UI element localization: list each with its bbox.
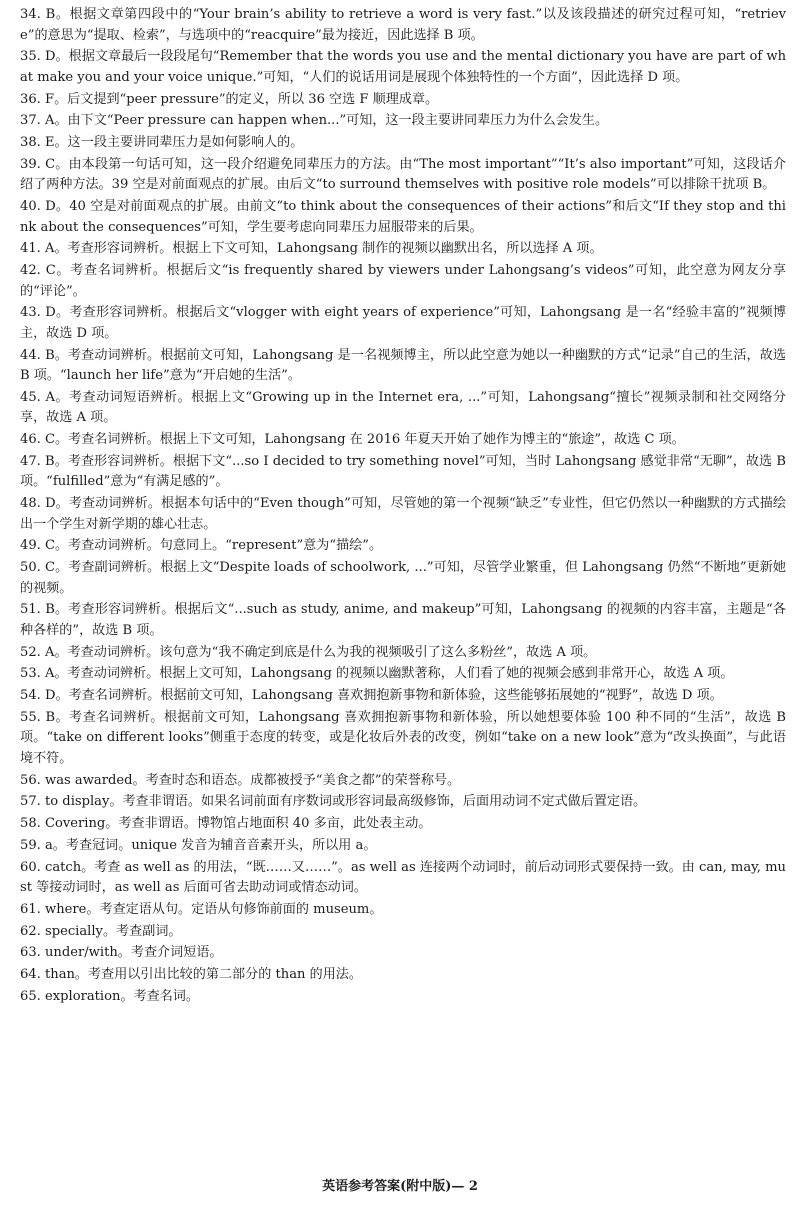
answer-number: 49. (20, 538, 41, 554)
answer-item (20, 965, 786, 986)
answer-item (20, 686, 786, 707)
answer-number: 55. (20, 709, 41, 725)
answer-text: A。考查动词辨析。该句意为“我不确定到底是什么为我的视频吸引了这么多粉丝”，故选 A 项。 (45, 644, 597, 660)
answer-item (20, 771, 786, 792)
answer-item (20, 792, 786, 813)
answer-number: 58. (20, 816, 41, 831)
answer-text: B。考查名词辨析。根据前文可知，Lahongsang 喜欢拥抱新事物和新体验，所以她想要体验 100 种不同的“生活”，故选 B 项。“take on different looks”侧重于态度的转变，或是化妆后外表的改变，例如“take on a new look”意为“改头换面”，与此语境不符。 (20, 709, 786, 766)
answer-text: C。考查副词辨析。根据上文“Despite loads of schoolwork, ...”可知，尽管学业繁重，但 Lahongsang 仍然“不断地”更新她的视频。 (20, 560, 786, 596)
answer-item (20, 47, 786, 88)
answer-item (20, 261, 786, 302)
answer-text: A。由下文“Peer pressure can happen when...”可知，这一段主要讲同辈压力为什么会发生。 (45, 113, 609, 129)
answer-number: 63. (20, 945, 41, 961)
answer-item (20, 643, 786, 664)
answer-text: C。考查名词辨析。根据上下文可知，Lahongsang 在 2016 年夏天开始了她作为博主的“旅途”，故选 C 项。 (45, 432, 685, 447)
answer-number: 62. (20, 923, 41, 939)
answer-number: 59. (20, 837, 41, 853)
answer-item (20, 664, 786, 685)
answer-number: 43. (20, 305, 41, 321)
answer-text: D。考查形容词辨析。根据后文“vlogger with eight years of experience”可知，Lahongsang 是一名“经验丰富的”视频博主，故选 D 项。 (20, 305, 786, 341)
answer-number: 48. (20, 496, 41, 511)
page-footer: 英语参考答案(附中版)— 2 (322, 1179, 478, 1194)
answer-item (20, 197, 786, 238)
answer-item (20, 600, 786, 641)
answer-text: C。考查名词辨析。根据后文“is frequently shared by viewers under Lahongsang’s videos”可知，此空意为网友分享的“评论”。 (20, 263, 786, 299)
answer-number: 53. (20, 666, 41, 682)
answer-text: was awarded。考查时态和语态。成都被授予“美食之都”的荣誉称号。 (45, 772, 461, 788)
answer-item (20, 388, 786, 429)
answer-number: 61. (20, 901, 41, 917)
answer-number: 44. (20, 347, 41, 363)
answer-item (20, 987, 786, 1008)
answer-text: a。考查冠词。unique 发音为辅音音素开头，所以用 a。 (45, 837, 377, 853)
answer-item (20, 90, 786, 111)
answer-item (20, 536, 786, 557)
answer-text: C。考查动词辨析。句意同上。“represent”意为“描绘”。 (45, 538, 383, 554)
answer-text: F。后文提到“peer pressure”的定义，所以 36 空选 F 顺理成章。 (45, 91, 439, 107)
answer-text: under/with。考查介词短语。 (45, 945, 223, 961)
answer-text: C。由本段第一句话可知，这一段介绍避免同辈压力的方法。由“The most important”“It’s also important”可知，这段话介绍了两种方法。39 空是对前面观点的扩展。由后文“to surround themselves with positive role models”可以排除干扰项 B。 (20, 156, 786, 193)
answer-text: D。考查名词辨析。根据前文可知，Lahongsang 喜欢拥抱新事物和新体验，这些能够拓展她的“视野”，故选 D 项。 (45, 688, 723, 703)
answer-number: 65. (20, 988, 41, 1004)
answer-text: E。这一段主要讲同辈压力是如何影响人的。 (45, 135, 304, 150)
answer-item (20, 858, 786, 899)
answer-number: 54. (20, 688, 41, 703)
answer-number: 47. (20, 453, 41, 469)
answer-number: 51. (20, 602, 41, 618)
answer-item (20, 943, 786, 964)
answer-text: D。40 空是对前面观点的扩展。由前文“to think about the consequences of their actions”和后文“If they stop and think about the consequences”可知，学生要考虑向同辈压力屈服带来的后果。 (20, 199, 786, 235)
answer-text: B。考查形容词辨析。根据后文“...such as study, anime, and makeup”可知，Lahongsang 的视频的内容丰富，主题是“各种各样的”，故选 B 项。 (20, 602, 786, 638)
answer-item (20, 5, 786, 46)
answer-text: A。考查动词辨析。根据上文可知，Lahongsang 的视频以幽默著称，人们看了她的视频会感到非常开心，故选 A 项。 (45, 666, 734, 682)
answer-number: 38. (20, 135, 41, 150)
answer-item (20, 111, 786, 132)
answer-item (20, 133, 786, 154)
answer-number: 46. (20, 432, 41, 447)
answer-item (20, 239, 786, 260)
answer-number: 60. (20, 859, 41, 875)
answer-item (20, 346, 786, 387)
answer-number: 52. (20, 644, 41, 660)
answer-text: specially。考查副词。 (45, 923, 182, 939)
answer-item (20, 558, 786, 599)
answer-item (20, 452, 786, 493)
answer-item (20, 814, 786, 835)
answer-text: D。考查动词辨析。根据本句话中的“Even though”可知，尽管她的第一个视频“缺乏”专业性，但它仍然以一种幽默的方式描绘出一个学生对新学期的雄心壮志。 (20, 496, 786, 532)
answer-text: B。根据文章第四段中的“Your brain’s ability to retrieve a word is very fast.”以及该段描述的研究过程可知，“retrieve”的意思为“提取、检索”，与选项中的“reacquire”最为接近，因此选择 B 项。 (20, 7, 786, 43)
answer-list (20, 5, 786, 1007)
answer-text: A。考查动词短语辨析。根据上文“Growing up in the Internet era, ...”可知，Lahongsang“擅长”视频录制和社交网络分享，故选 A 项。 (20, 389, 786, 426)
answer-text: Covering。考查非谓语。博物馆占地面积 40 多亩，此处表主动。 (45, 816, 432, 831)
answer-text: exploration。考查名词。 (45, 988, 199, 1004)
answer-number: 64. (20, 967, 41, 982)
answer-text: B。考查形容词辨析。根据下文“...so I decided to try something novel”可知，当时 Lahongsang 感觉非常“无聊”，故选 B 项。“fulfilled”意为“有满足感的”。 (20, 453, 786, 490)
answer-number: 41. (20, 241, 41, 257)
answer-number: 39. (20, 156, 41, 172)
answer-text: than。考查用以引出比较的第二部分的 than 的用法。 (45, 967, 362, 982)
answer-number: 45. (20, 389, 41, 405)
answer-item (20, 303, 786, 344)
answer-number: 57. (20, 794, 41, 810)
answer-item (20, 430, 786, 451)
answer-item (20, 155, 786, 196)
answer-text: A。考查形容词辨析。根据上下文可知，Lahongsang 制作的视频以幽默出名，所以选择 A 项。 (45, 241, 603, 257)
answer-number: 42. (20, 263, 41, 278)
answer-text: where。考查定语从句。定语从句修饰前面的 museum。 (45, 901, 383, 917)
answer-item (20, 922, 786, 943)
answer-text: to display。考查非谓语。如果名词前面有序数词或形容词最高级修饰，后面用动词不定式做后置定语。 (45, 794, 647, 810)
answer-item (20, 900, 786, 921)
answer-text: B。考查动词辨析。根据前文可知，Lahongsang 是一名视频博主，所以此空意为她以一种幽默的方式“记录”自己的生活，故选 B 项。“launch her life”意为“开启她的生活”。 (20, 347, 786, 383)
answer-number: 50. (20, 560, 41, 575)
answer-text: catch。考查 as well as 的用法，“既……又……”。as well as 连接两个动词时，前后动词形式要保持一致。由 can, may, must 等接动词时，as well as 后面可省去助动词或情态动词。 (20, 859, 786, 895)
answer-number: 36. (20, 91, 41, 107)
answer-item (20, 836, 786, 857)
answer-number: 34. (20, 7, 41, 22)
answer-item (20, 494, 786, 535)
answer-text: D。根据文章最后一段段尾句“Remember that the words you use and the mental dictionary you have are part of what make you and your voice unique.”可知，“人们的说话用词是展现个体独特性的一个方面”，因此选择 D 项。 (20, 49, 787, 85)
answer-number: 35. (20, 49, 41, 65)
answer-number: 40. (20, 199, 41, 214)
answer-number: 37. (20, 113, 41, 129)
answer-number: 56. (20, 772, 41, 788)
answer-item (20, 708, 786, 770)
